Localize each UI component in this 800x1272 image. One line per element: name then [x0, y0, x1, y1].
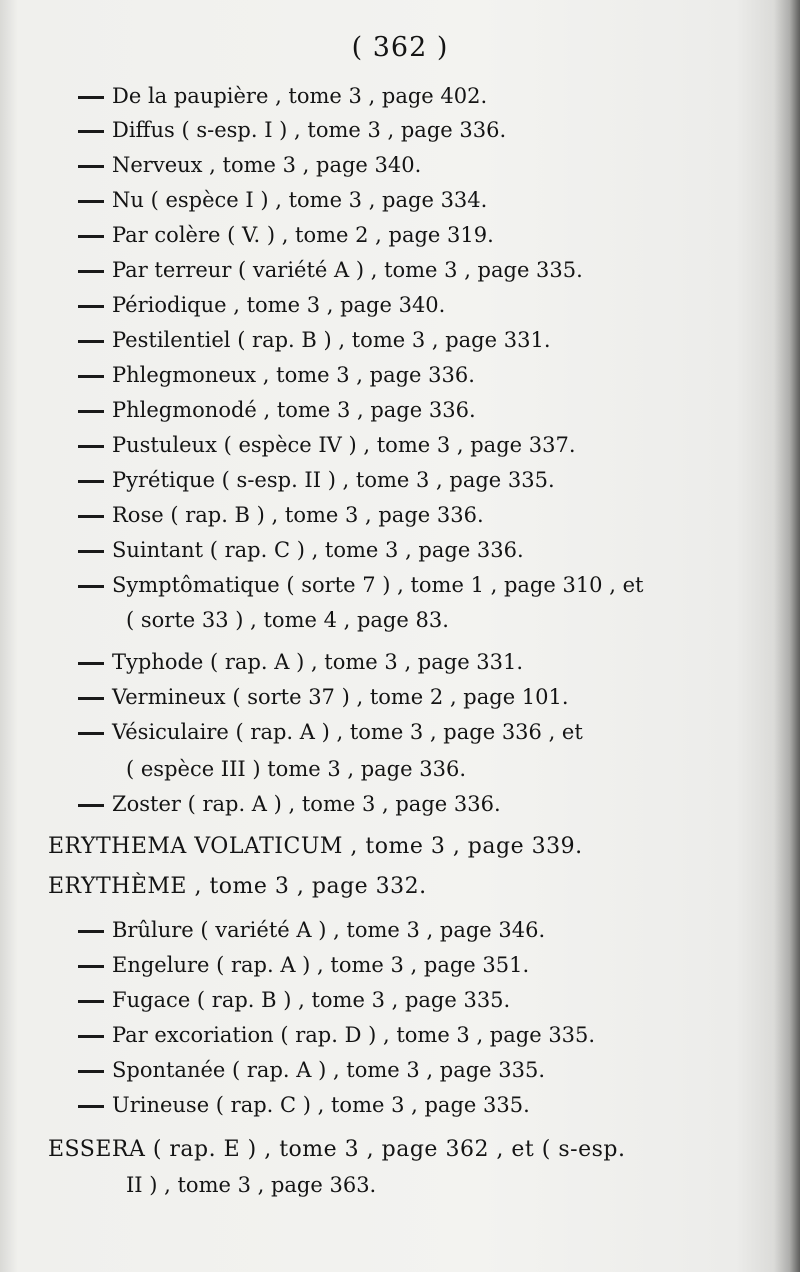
- index-entry: Brûlure ( variété A ) , tome 3 , page 346.: [78, 913, 760, 947]
- entry-dash: [78, 948, 104, 982]
- index-headword: ERYTHÈME , tome 3 , page 332.: [48, 874, 427, 899]
- index-entry: Par colère ( V. ) , tome 2 , page 319.: [78, 218, 760, 252]
- index-entry: Engelure ( rap. A ) , tome 3 , page 351.: [78, 948, 760, 982]
- index-entry: Zoster ( rap. A ) , tome 3 , page 336.: [78, 787, 760, 821]
- index-entry: De la paupière , tome 3 , page 402.: [78, 79, 760, 113]
- index-entry: Pyrétique ( s-esp. II ) , tome 3 , page 335.: [78, 463, 760, 497]
- index-entry: Phlegmoneux , tome 3 , page 336.: [78, 358, 760, 392]
- entry-dash: [78, 983, 104, 1017]
- entry-dash: [78, 113, 104, 147]
- index-entry: Spontanée ( rap. A ) , tome 3 , page 335.: [78, 1053, 760, 1087]
- index-entry: Périodique , tome 3 , page 340.: [78, 288, 760, 322]
- entry-dash: [78, 1053, 104, 1087]
- entry-dash: [78, 1018, 104, 1052]
- entry-dash: [78, 148, 104, 182]
- entry-dash: [78, 323, 104, 357]
- entry-dash: [78, 253, 104, 287]
- entry-dash: [78, 463, 104, 497]
- index-entry: Urineuse ( rap. C ) , tome 3 , page 335.: [78, 1088, 760, 1122]
- index-entry: Pustuleux ( espèce IV ) , tome 3 , page 337.: [78, 428, 760, 462]
- index-entry: Nu ( espèce I ) , tome 3 , page 334.: [78, 183, 760, 217]
- index-entry: Pestilentiel ( rap. B ) , tome 3 , page 331.: [78, 323, 760, 357]
- entry-dash: [78, 288, 104, 322]
- index-entry-continuation: ( espèce III ) tome 3 , page 336.: [126, 757, 466, 781]
- page-number: ( 362 ): [351, 32, 449, 63]
- entry-dash: [78, 218, 104, 252]
- index-entry: Vermineux ( sorte 37 ) , tome 2 , page 101.: [78, 680, 760, 714]
- index-entry: Par terreur ( variété A ) , tome 3 , page 335.: [78, 253, 760, 287]
- index-entry: Phlegmonodé , tome 3 , page 336.: [78, 393, 760, 427]
- entry-dash: [78, 79, 104, 113]
- index-headword: ERYTHEMA VOLATICUM , tome 3 , page 339.: [48, 834, 583, 859]
- index-entry: Diffus ( s-esp. I ) , tome 3 , page 336.: [78, 113, 760, 147]
- entry-dash: [78, 913, 104, 947]
- entry-dash: [78, 393, 104, 427]
- entry-dash: [78, 645, 104, 679]
- index-entry: Typhode ( rap. A ) , tome 3 , page 331.: [78, 645, 760, 679]
- entry-dash: [78, 428, 104, 462]
- index-headword: ESSERA ( rap. E ) , tome 3 , page 362 , et ( s-esp.: [48, 1137, 626, 1162]
- index-entry-continuation: II ) , tome 3 , page 363.: [126, 1173, 377, 1197]
- entry-dash: [78, 568, 104, 602]
- index-entry: Fugace ( rap. B ) , tome 3 , page 335.: [78, 983, 760, 1017]
- entry-dash: [78, 715, 104, 749]
- index-entry-continuation: ( sorte 33 ) , tome 4 , page 83.: [126, 608, 449, 632]
- entry-dash: [78, 787, 104, 821]
- index-entry: Symptômatique ( sorte 7 ) , tome 1 , page 310 , et: [78, 568, 760, 602]
- entry-dash: [78, 1088, 104, 1122]
- page-edge-shadow: [774, 0, 800, 1272]
- index-entry: Rose ( rap. B ) , tome 3 , page 336.: [78, 498, 760, 532]
- entry-dash: [78, 183, 104, 217]
- entry-dash: [78, 680, 104, 714]
- index-entry: Vésiculaire ( rap. A ) , tome 3 , page 336 , et: [78, 715, 760, 749]
- entry-dash: [78, 533, 104, 567]
- index-entry: Par excoriation ( rap. D ) , tome 3 , page 335.: [78, 1018, 760, 1052]
- entry-dash: [78, 498, 104, 532]
- index-entry: Suintant ( rap. C ) , tome 3 , page 336.: [78, 533, 760, 567]
- entry-dash: [78, 358, 104, 392]
- index-entry: Nerveux , tome 3 , page 340.: [78, 148, 760, 182]
